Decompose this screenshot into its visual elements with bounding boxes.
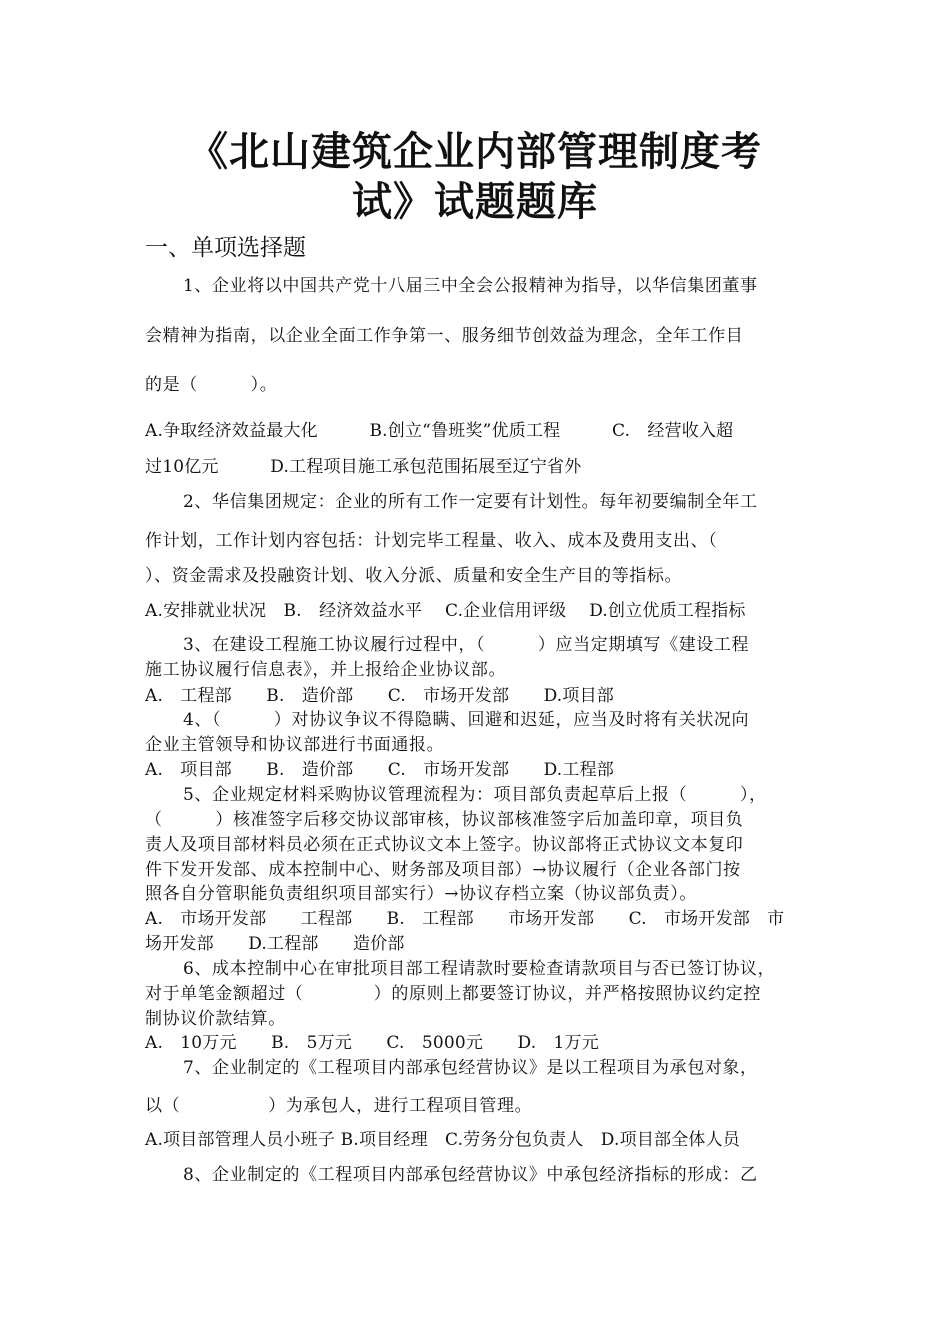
document-title-line-2: 试》试题题库: [352, 179, 598, 225]
question-7-line-2: 以（ ）为承包人，进行工程项目管理。: [145, 1096, 533, 1116]
question-5-options-line-2: 场开发部 D.工程部 造价部: [145, 934, 405, 954]
question-6-options: A. 10万元 B. 5万元 C. 5000元 D. 1万元: [145, 1033, 599, 1053]
question-1-line-3: 的是（ ）。: [145, 375, 278, 395]
question-3-line-2: 施工协议履行信息表》，并上报给企业协议部。: [145, 660, 507, 680]
question-2-line-2: 作计划，工作计划内容包括：计划完毕工程量、收入、成本及费用支出、（: [145, 531, 718, 551]
question-2-options: A.安排就业状况 B. 经济效益水平 C.企业信用评级 D.创立优质工程指标: [145, 601, 746, 621]
question-3-options: A. 工程部 B. 造价部 C. 市场开发部 D.项目部: [145, 686, 615, 706]
question-6-line-2: 对于单笔金额超过（ ）的原则上都要签订协议，并严格按照协议约定控: [145, 984, 761, 1004]
question-1-line-2: 会精神为指南，以企业全面工作争第一、服务细节创效益为理念，全年工作目: [145, 326, 744, 346]
question-1-options-line-1: A.争取经济效益最大化 B.创立“鲁班奖”优质工程 C. 经营收入超: [145, 421, 734, 441]
section-heading: 一、单项选择题: [145, 235, 306, 261]
document-title-line-1: 《北山建筑企业内部管理制度考: [188, 129, 762, 175]
question-4-line-2: 企业主管领导和协议部进行书面通报。: [145, 735, 445, 755]
question-1-options-line-2: 过10亿元 D.工程项目施工承包范围拓展至辽宁省外: [145, 457, 582, 477]
question-7-options: A.项目部管理人员小班子 B.项目经理 C.劳务分包负责人 D.项目部全体人员: [145, 1130, 741, 1150]
question-5-options-line-1: A. 市场开发部 工程部 B. 工程部 市场开发部 C. 市场开发部 市: [145, 909, 785, 929]
question-5-line-5: 照各自分管职能负责组织项目部实行）→协议存档立案（协议部负责）。: [145, 884, 697, 904]
question-2-line-3: ）、资金需求及投融资计划、收入分派、质量和安全生产目的等指标。: [145, 566, 683, 586]
question-4-line-1: 4、（ ）对协议争议不得隐瞒、回避和迟延，应当及时将有关状况向: [183, 710, 750, 730]
question-5-line-1: 5、企业规定材料采购协议管理流程为：项目部负责起草后上报（ ），: [183, 785, 767, 805]
question-5-line-3: 责人及项目部材料员必须在正式协议文本上签字。协议部将正式协议文本复印: [145, 835, 744, 855]
question-7-line-1: 7、企业制定的《工程项目内部承包经营协议》是以工程项目为承包对象，: [183, 1058, 758, 1078]
question-5-line-2: （ ）核准签字后移交协议部审核，协议部核准签字后加盖印章，项目负: [145, 810, 744, 830]
question-8-line-1: 8、企业制定的《工程项目内部承包经营协议》中承包经济指标的形成：乙: [183, 1165, 758, 1185]
question-2-line-1: 2、华信集团规定：企业的所有工作一定要有计划性。每年初要编制全年工: [183, 492, 758, 512]
question-5-line-4: 件下发开发部、成本控制中心、财务部及项目部）→协议履行（企业各部门按: [145, 860, 741, 880]
question-4-options: A. 项目部 B. 造价部 C. 市场开发部 D.工程部: [145, 760, 615, 780]
question-1-line-1: 1、企业将以中国共产党十八届三中全会公报精神为指导，以华信集团董事: [183, 276, 758, 296]
question-3-line-1: 3、在建设工程施工协议履行过程中，（ ）应当定期填写《建设工程: [183, 635, 750, 655]
question-6-line-1: 6、成本控制中心在审批项目部工程请款时要检查请款项目与否已签订协议，: [183, 959, 776, 979]
question-6-line-3: 制协议价款结算。: [145, 1009, 286, 1029]
